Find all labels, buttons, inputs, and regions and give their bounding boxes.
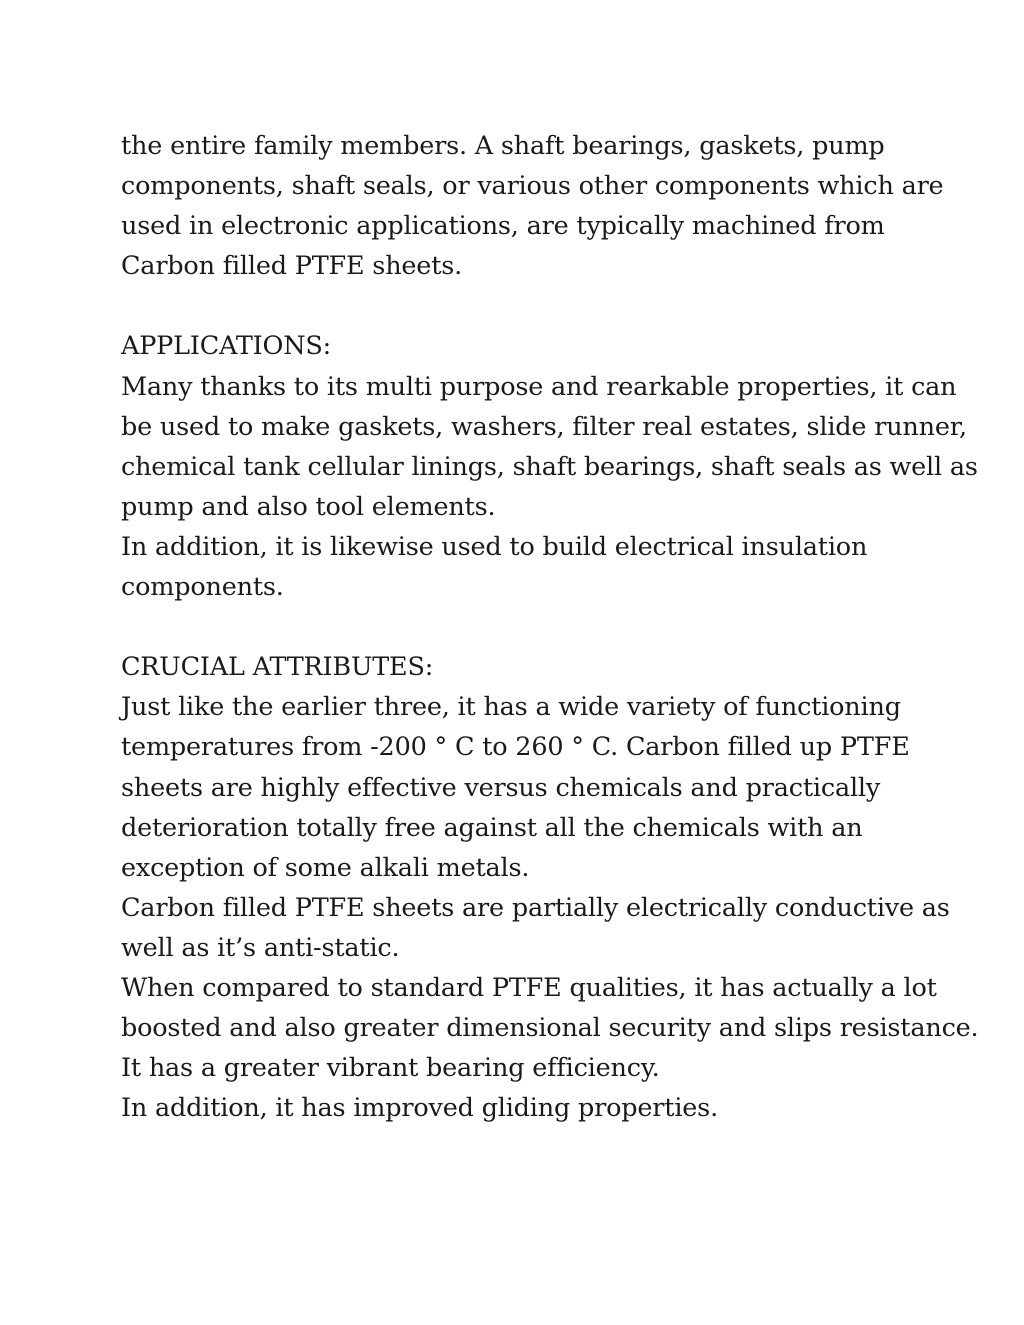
text-line: In addition, it has improved gliding properties.	[121, 1093, 718, 1124]
intro-paragraph	[121, 126, 944, 286]
attributes-section	[121, 647, 979, 1128]
paragraph-spacer	[121, 607, 921, 647]
text-line: sheets are highly effective versus chemicals and practically	[121, 772, 881, 803]
text-line: the entire family members. A shaft bearings, gaskets, pump	[121, 131, 885, 161]
text-line: Just like the earlier three, it has a wide variety of functioning	[121, 692, 901, 723]
paragraph-spacer	[121, 286, 921, 326]
document-body	[121, 126, 979, 1128]
text-line: components.	[121, 572, 284, 603]
text-line: well as it’s anti-static.	[121, 932, 400, 963]
text-line: chemical tank cellular linings, shaft bearings, shaft seals as well as	[121, 451, 978, 482]
text-line: components, shaft seals, or various other components which are	[121, 171, 944, 202]
text-line: Many thanks to its multi purpose and rearkable properties, it can	[121, 371, 957, 402]
text-line: be used to make gaskets, washers, filter real estates, slide runner,	[121, 411, 967, 442]
text-line: deterioration totally free against all the chemicals with an	[121, 812, 863, 843]
text-line: boosted and also greater dimensional security and slips resistance.	[121, 1013, 979, 1044]
text-line: In addition, it is likewise used to build electrical insulation	[121, 531, 868, 562]
text-line: pump and also tool elements.	[121, 491, 496, 522]
attributes-heading: CRUCIAL ATTRIBUTES:	[121, 652, 434, 683]
text-line: Carbon filled PTFE sheets are partially electrically conductive as	[121, 892, 950, 923]
text-line: Carbon filled PTFE sheets.	[121, 251, 463, 282]
text-line: used in electronic applications, are typically machined from	[121, 211, 885, 242]
text-line: When compared to standard PTFE qualities, it has actually a lot	[121, 972, 937, 1003]
applications-section	[121, 326, 978, 607]
text-line: exception of some alkali metals.	[121, 852, 530, 883]
text-line: It has a greater vibrant bearing efficiency.	[121, 1053, 660, 1084]
text-line: temperatures from -200 ° C to 260 ° C. Carbon filled up PTFE	[121, 732, 910, 763]
applications-heading: APPLICATIONS:	[121, 331, 332, 362]
